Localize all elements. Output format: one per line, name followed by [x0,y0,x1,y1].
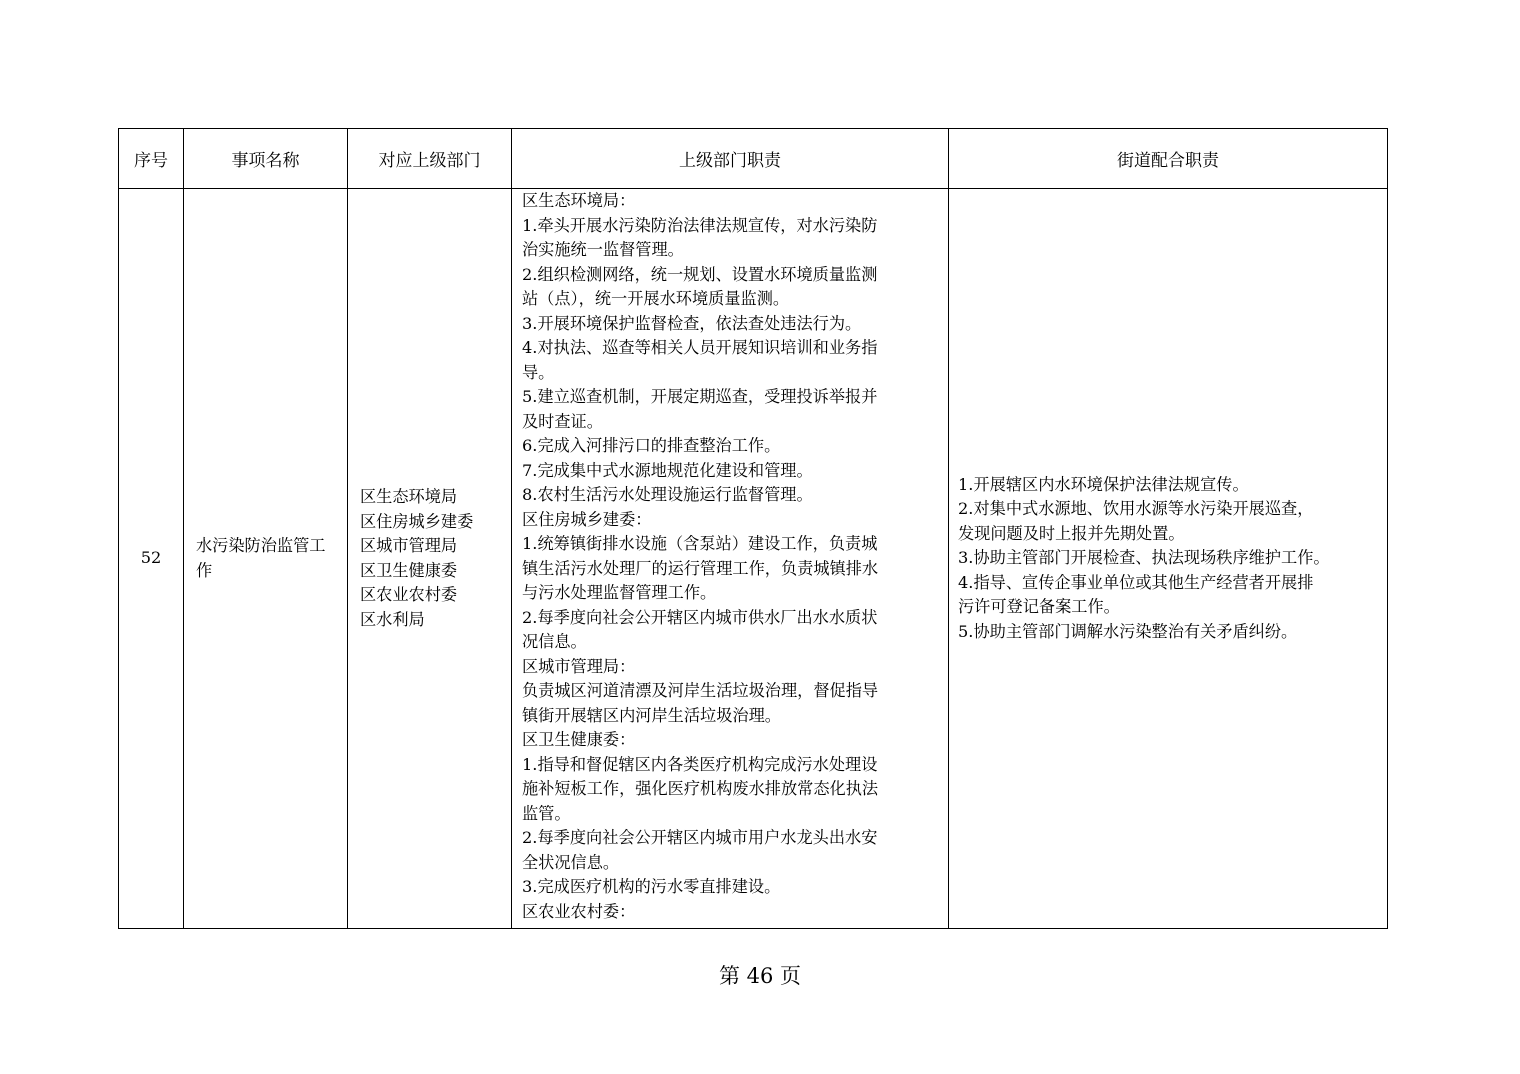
header-upper-department: 对应上级部门 [348,129,512,189]
department-item: 区城市管理局 [360,536,458,555]
upper-duty-line: 负责城区河道清漂及河岸生活垃圾治理，督促指导 [522,681,879,700]
upper-duty-line: 3.完成医疗机构的污水零直排建设。 [522,877,781,896]
department-item: 区水利局 [360,609,425,629]
upper-duty-line: 8.农村生活污水处理设施运行监督管理。 [522,485,813,504]
upper-duty-line: 1.统筹镇街排水设施（含泵站）建设工作，负责城 [522,534,878,553]
row-seq: 52 [119,189,184,929]
upper-duty-line: 区农业农村委： [522,901,636,921]
upper-duty-line: 导。 [522,362,555,382]
upper-duty-line: 7.完成集中式水源地规范化建设和管理。 [522,460,813,480]
header-seq: 序号 [119,129,184,189]
department-item: 区住房城乡建委 [360,511,474,531]
header-street-duties: 街道配合职责 [949,129,1388,189]
upper-duty-line: 3.开展环境保护监督检查，依法查处违法行为。 [522,313,862,333]
table-header-row [119,129,1388,189]
upper-duty-line: 况信息。 [522,632,587,651]
street-duty-line: 2.对集中式水源地、饮用水源等水污染开展巡查， [958,499,1314,519]
department-item: 区卫生健康委 [360,560,458,580]
street-duty-line: 5.协助主管部门调解水污染整治有关矛盾纠纷。 [958,621,1298,641]
street-duty-line: 发现问题及时上报并先期处置。 [958,523,1185,543]
row-upper-duties [512,189,949,929]
row-item-name: 水污染防治监管工作 [184,189,348,929]
header-upper-duties: 上级部门职责 [512,129,949,189]
header-item-name: 事项名称 [184,129,348,189]
upper-duty-line: 区生态环境局： [522,191,636,210]
upper-duty-line: 2.组织检测网络，统一规划、设置水环境质量监测 [522,264,878,284]
upper-duty-line: 站（点），统一开展水环境质量监测。 [522,289,790,308]
upper-duty-line: 2.每季度向社会公开辖区内城市供水厂出水水质状 [522,607,878,627]
upper-duty-line: 5.建立巡查机制，开展定期巡查，受理投诉举报并 [522,387,878,406]
row-street-duties [949,189,1388,929]
upper-duty-line: 镇生活污水处理厂的运行管理工作，负责城镇排水 [522,558,879,578]
department-item: 区农业农村委 [360,585,458,604]
upper-duty-line: 及时查证。 [522,411,603,431]
street-duty-line: 4.指导、宣传企事业单位或其他生产经营者开展排 [958,572,1314,592]
upper-duty-line: 全状况信息。 [522,852,620,872]
upper-duty-line: 镇街开展辖区内河岸生活垃圾治理。 [522,705,781,725]
upper-duty-line: 2.每季度向社会公开辖区内城市用户水龙头出水安 [522,828,878,847]
page-number: 第 46 页 [718,964,802,988]
upper-duty-line: 与污水处理监督管理工作。 [522,583,717,602]
department-item: 区生态环境局 [360,487,458,506]
upper-duty-line: 1.牵头开展水污染防治法律法规宣传，对水污染防 [522,215,878,235]
street-duty-line: 1.开展辖区内水环境保护法律法规宣传。 [958,474,1249,494]
upper-duty-line: 4.对执法、巡查等相关人员开展知识培训和业务指 [522,338,878,357]
upper-duty-line: 施补短板工作，强化医疗机构废水排放常态化执法 [522,779,879,798]
table-row [119,189,1388,929]
upper-duty-line: 1.指导和督促辖区内各类医疗机构完成污水处理设 [522,754,878,774]
row-departments [348,189,512,929]
upper-duty-line: 区城市管理局： [522,656,636,676]
street-duty-line: 3.协助主管部门开展检查、执法现场秩序维护工作。 [958,548,1330,568]
street-duty-line: 污许可登记备案工作。 [958,597,1120,617]
upper-duty-line: 监管。 [522,803,571,823]
duty-table [118,128,1388,929]
upper-duty-line: 治实施统一监督管理。 [522,240,684,259]
upper-duty-line: 区住房城乡建委： [522,509,652,529]
upper-duty-line: 6.完成入河排污口的排查整治工作。 [522,436,781,455]
upper-duty-line: 区卫生健康委： [522,730,636,749]
